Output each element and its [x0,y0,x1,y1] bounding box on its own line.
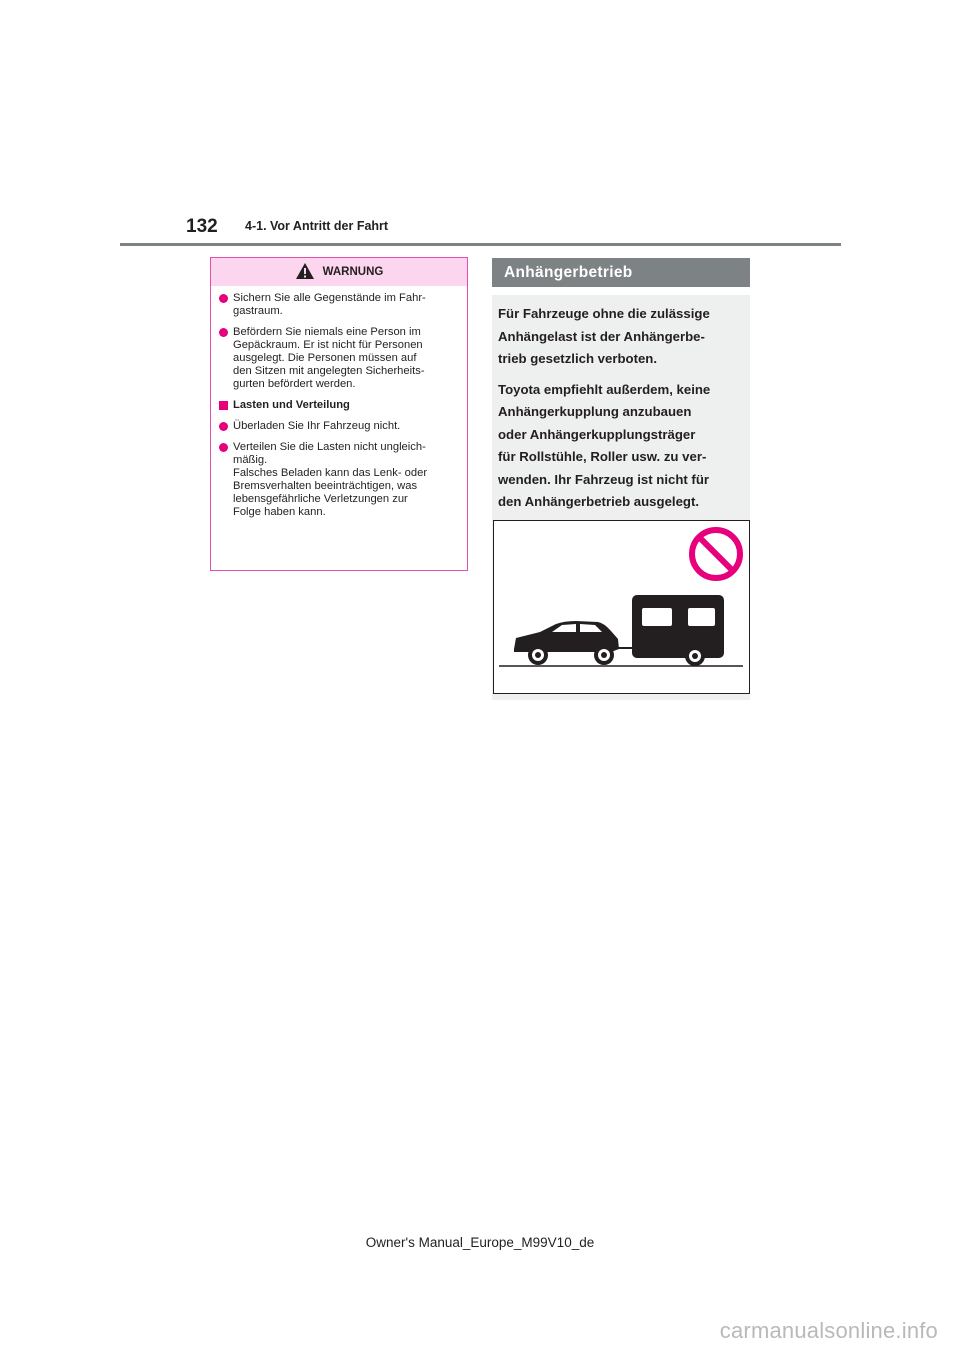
warning-header [211,258,467,286]
bullet-circle-icon [219,422,228,431]
warning-item [219,441,457,519]
warning-item [219,326,457,391]
page-number: 132 [186,216,218,237]
towing-section-header: Anhängerbetrieb [492,258,750,287]
warning-item-text: Verteilen Sie die Lasten nicht ungleich- mäßig. Falsches Beladen kann das Lenk- oder Bremsverhalten beeinträchtigen, was lebensgefährliche Verletzungen zur Folge haben kann. [233,441,428,518]
bullet-square-icon [219,401,228,410]
warning-triangle-icon [295,262,315,283]
bullet-circle-icon [219,294,228,303]
towing-prohibited-illustration [493,520,750,694]
towing-paragraph: Toyota empfiehlt außerdem, keine Anhängerkupplung anzubauen oder Anhängerkupplungsträger für Rollstühle, Roller usw. zu ver- wenden. Ihr Fahrzeug ist nicht für den Anhängerbetrieb ausgelegt. [498,381,711,509]
warning-item-text: Befördern Sie niemals eine Person im Gepäckraum. Er ist nicht für Personen ausgelegt. Die Personen müssen auf den Sitzen mit angelegten Sicherheits- gurten befördert werden. [233,326,425,390]
footer-manual-id: Owner's Manual_Europe_M99V10_de [365,1235,595,1250]
warning-item [219,420,457,433]
warning-title: WARNUNG [322,266,384,278]
trailer-icon [632,595,724,666]
prohibited-icon [692,530,740,578]
bullet-circle-icon [219,443,228,452]
warning-subheading [219,399,457,412]
warning-item-text: Überladen Sie Ihr Fahrzeug nicht. [233,420,401,432]
warning-item-text: Sichern Sie alle Gegenstände im Fahr- gastraum. [233,292,426,317]
car-icon [514,621,634,665]
section-title: 4-1. Vor Antritt der Fahrt [245,219,389,233]
header-divider [120,243,841,246]
warning-box [210,257,468,571]
watermark: carmanualsonline.info [719,1318,938,1343]
warning-subheading-text: Lasten und Verteilung [233,399,350,411]
warning-list [211,286,467,519]
warning-item [219,292,457,318]
towing-paragraph: Für Fahrzeuge ohne die zulässige Anhängelast ist der Anhängerbe- trieb gesetzlich verboten. [498,306,710,366]
bullet-circle-icon [219,328,228,337]
